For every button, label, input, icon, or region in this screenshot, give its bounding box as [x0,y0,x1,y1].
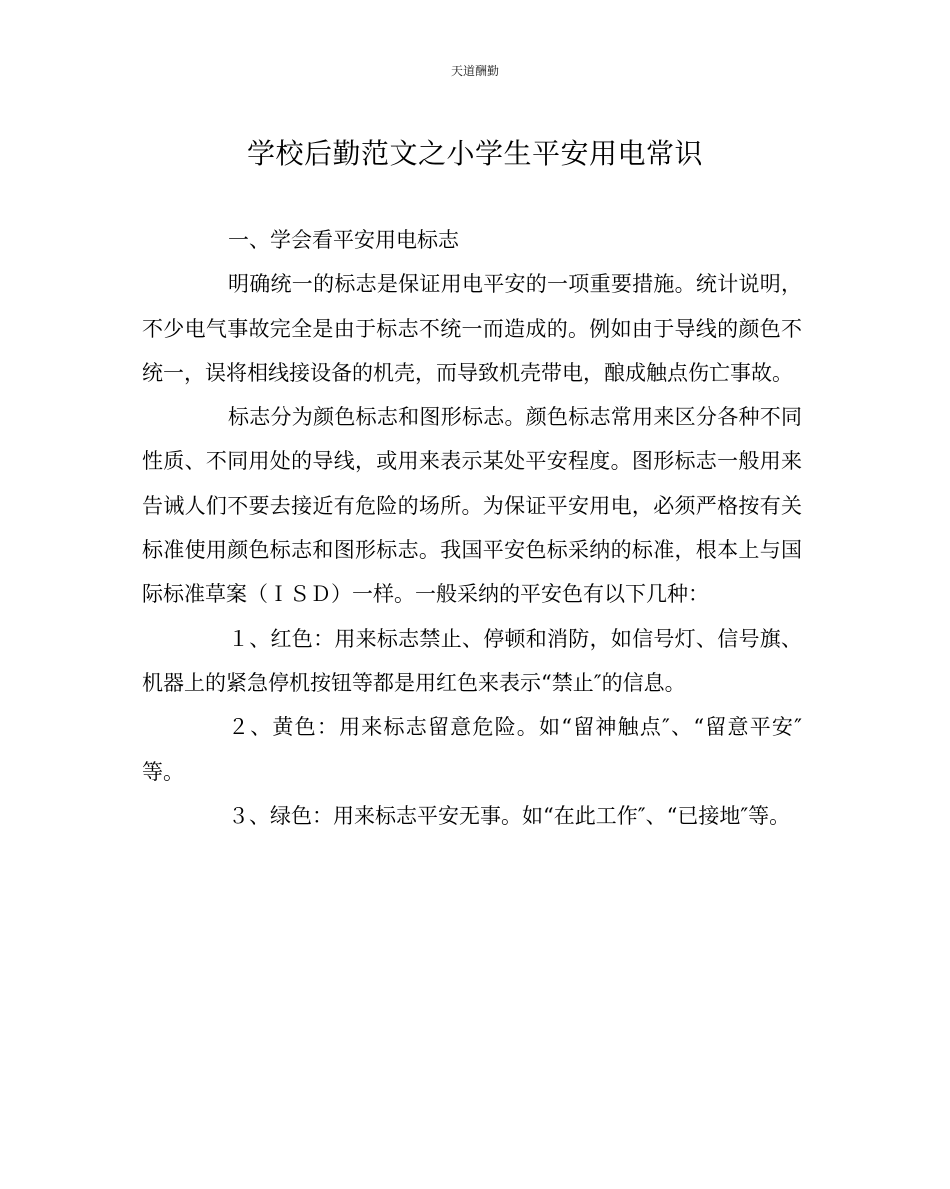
paragraph: 标志分为颜色标志和图形标志。颜色标志常用来区分各种不同性质、不同用处的导线，或用来表示某处平安程度。图形标志一般用来告诫人们不要去接近有危险的场所。为保证平安用电，必须严格按有关标准使用颜色标志和图形标志。我国平安色标采纳的标准，根本上与国际标准草案（ＩＳＤ）一样。一般采纳的平安色有以下几种： [142,405,802,607]
document-title: 学校后勤范文之小学生平安用电常识 [246,137,703,170]
list-item: ２、黄色：用来标志留意危险。如“留神触点″、“留意平安″等。 [142,715,802,784]
section-heading: 一、学会看平安用电标志 [228,228,459,252]
list-item: １、红色：用来标志禁止、停顿和消防，如信号灯、信号旗、机器上的紧急停机按钮等都是用红色来表示“禁止″的信息。 [142,626,802,695]
document-body [142,218,802,838]
list-item: ３、绿色：用来标志平安无事。如“在此工作″、“已接地″等。 [228,803,791,828]
paragraph: 明确统一的标志是保证用电平安的一项重要措施。统计说明，不少电气事故完全是由于标志不统一而造成的。例如由于导线的颜色不统一，误将相线接设备的机壳，而导致机壳带电，酿成触点伤亡事故。 [142,272,802,385]
page-header: 天道酬勤 [450,64,499,78]
